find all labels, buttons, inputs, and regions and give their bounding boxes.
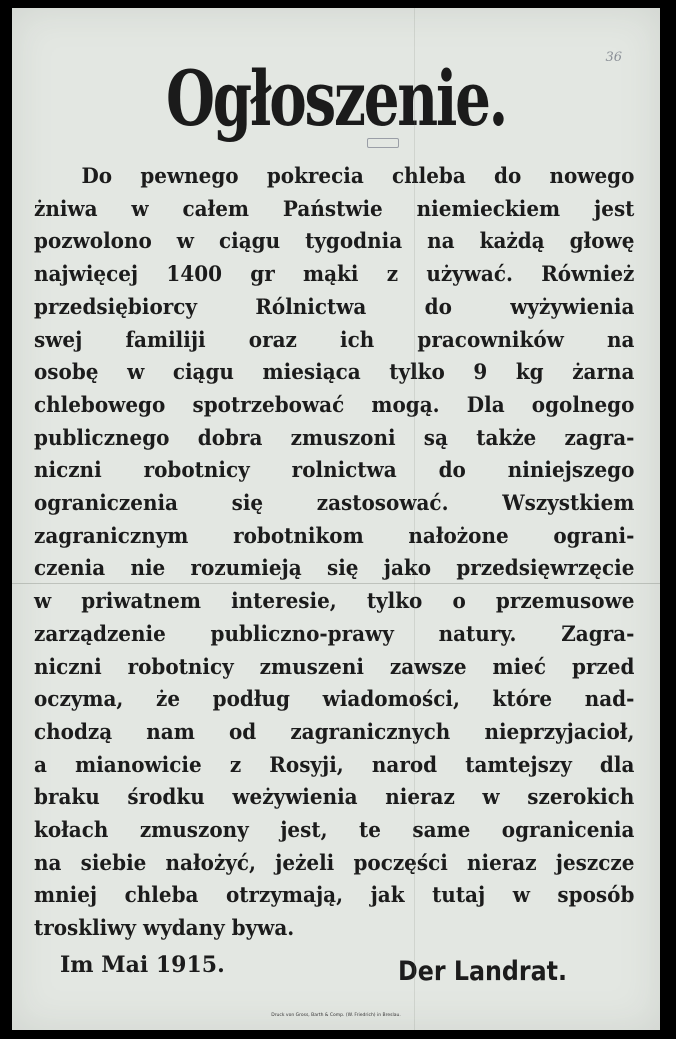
body-line: a mianowicie z Rosyji, narod tamtejszy dla — [34, 751, 635, 777]
body-line: na siebie nałożyć, jeżeli poczęści nieraz jeszcze — [34, 849, 635, 875]
body-line: swej familiji oraz ich pracowników na — [34, 326, 635, 352]
body-line: mniej chleba otrzymają, jak tutaj w sposób — [34, 882, 635, 908]
body-line: kołach zmuszony jest, te same ogranicenia — [34, 817, 635, 843]
body-line: osobę w ciągu miesiąca tylko 9 kg żarna — [34, 359, 635, 385]
body-line: oczyma, że podług wiadomości, które nad- — [34, 686, 635, 712]
printer-imprint: Druck von Gross, Barth & Comp. (W. Friedrich) in Breslau. — [271, 1013, 401, 1018]
body-line: Do pewnego pokrecia chleba do nowego — [81, 163, 635, 188]
body-line: najwięcej 1400 gr mąki z używać. Również — [34, 261, 635, 287]
body-line: przedsiębiorcy Rólnictwa do wyżywienia — [34, 293, 635, 319]
announcement-body — [34, 160, 634, 945]
date-line: Im Mai 1915. — [60, 952, 225, 978]
signature-authority: Der Landrat. — [398, 956, 568, 987]
body-line: chlebowego spotrzebować mogą. Dla ogolnego — [34, 391, 635, 417]
body-line: niczni robotnicy zmuszeni zawsze mieć przed — [34, 653, 635, 679]
archive-stamp-mark — [367, 138, 399, 148]
body-line: zagranicznym robotnikom nałożone ograni- — [34, 522, 635, 548]
body-line: ograniczenia się zastosować. Wszystkiem — [34, 490, 635, 516]
body-line: publicznego dobra zmuszoni są także zagra- — [34, 424, 635, 450]
archive-number: 36 — [605, 50, 622, 65]
body-line: czenia nie rozumieją się jako przedsięwrzęcie — [34, 555, 635, 581]
body-line: żniwa w całem Państwie niemieckiem jest — [34, 195, 635, 221]
body-line: w priwatnem interesie, tylko o przemusowe — [34, 588, 635, 614]
body-line: zarządzenie publiczno-prawy natury. Zagra- — [34, 620, 635, 646]
body-line: braku środku weżywienia nieraz w szerokich — [34, 784, 635, 810]
body-line: pozwolono w ciągu tygodnia na każdą głowę — [34, 228, 635, 254]
body-line: niczni robotnicy rolnictwa do niniejszego — [34, 457, 635, 483]
poster-sheet — [12, 8, 660, 1030]
poster-title: Ogłoszenie. — [165, 54, 507, 143]
body-line: chodzą nam od zagranicznych nieprzyjacioł, — [34, 718, 635, 744]
body-line: troskliwy wydany bywa. — [34, 915, 295, 941]
